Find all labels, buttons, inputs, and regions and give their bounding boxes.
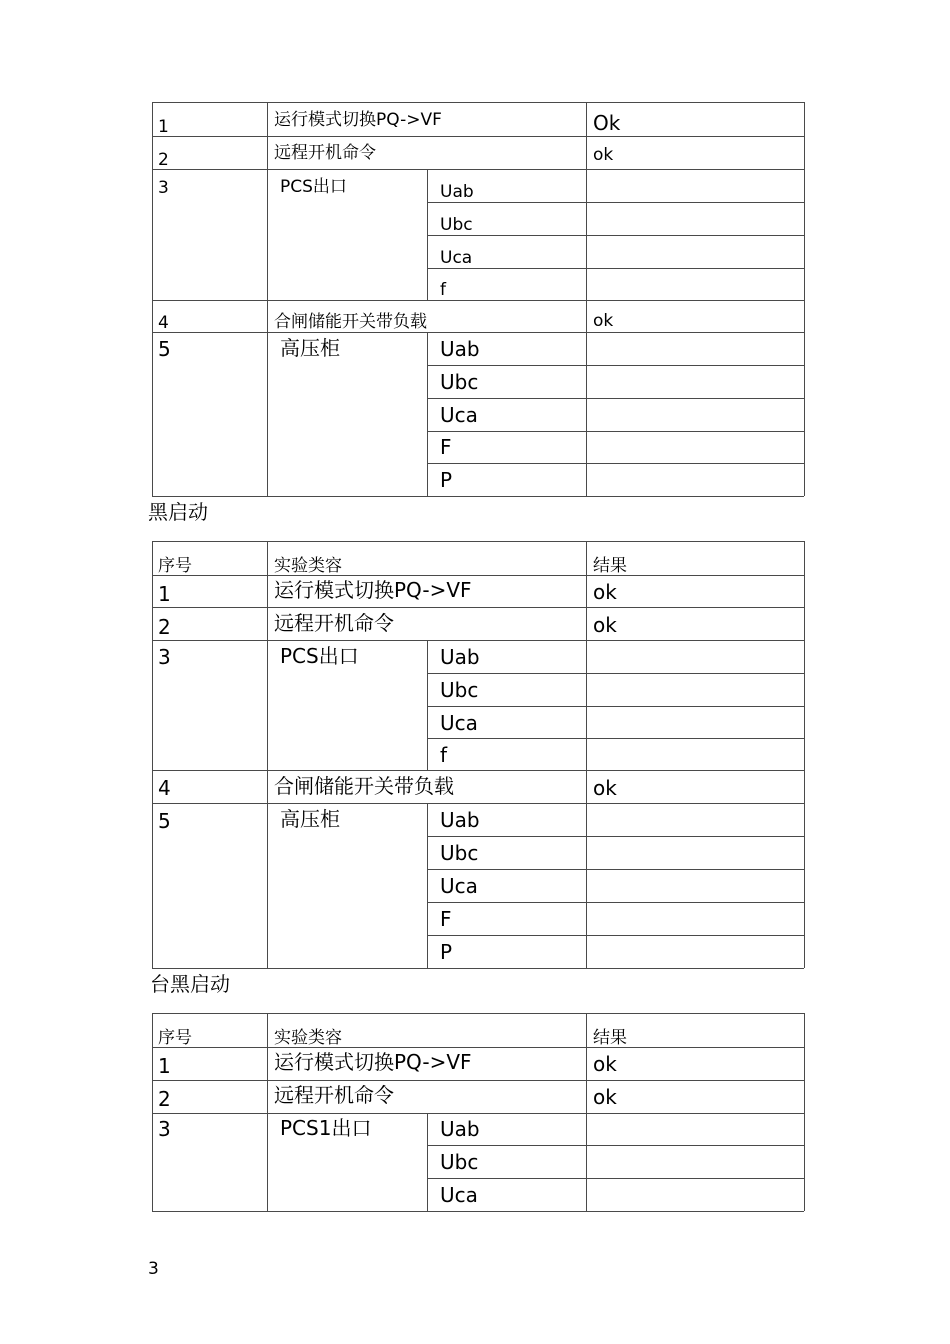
row-5-sub-2: Ubc xyxy=(440,370,479,394)
row-5-number: 5 xyxy=(158,337,171,361)
row-5-sub-4: F xyxy=(440,435,452,459)
header-item: 实验类容 xyxy=(274,556,342,576)
row-4-result: ok xyxy=(593,776,617,800)
row-3-sub-4: f xyxy=(440,743,448,767)
row-5-sub-2: Ubc xyxy=(440,841,479,865)
row-3-sub-1: Uab xyxy=(440,182,474,202)
row-3-item: PCS出口 xyxy=(280,644,359,668)
row-3-sub-3: Uca xyxy=(440,711,478,735)
header-number: 序号 xyxy=(158,556,192,576)
row-3-sub-3: Uca xyxy=(440,248,473,268)
row-5-sub-1: Uab xyxy=(440,337,480,361)
row-1-result: Ok xyxy=(593,111,621,135)
row-3-sub-2: Ubc xyxy=(440,678,479,702)
row-5-number: 5 xyxy=(158,809,171,833)
row-2-number: 2 xyxy=(158,150,169,170)
row-5-sub-3: Uca xyxy=(440,403,478,427)
row-2-number: 2 xyxy=(158,615,171,639)
row-1-item: 运行模式切换PQ->VF xyxy=(274,1050,472,1074)
header-result: 结果 xyxy=(593,556,627,576)
row-3-sub-3: Uca xyxy=(440,1183,478,1207)
header-number: 序号 xyxy=(158,1028,192,1048)
row-2-item: 远程开机命令 xyxy=(274,143,376,163)
row-4-result: ok xyxy=(593,311,614,331)
row-5-sub-1: Uab xyxy=(440,808,480,832)
row-5-sub-5: P xyxy=(440,468,453,492)
row-2-result: ok xyxy=(593,1085,617,1109)
row-1-item: 运行模式切换PQ->VF xyxy=(274,578,472,602)
row-1-number: 1 xyxy=(158,582,171,606)
row-4-item: 合闸储能开关带负载 xyxy=(274,774,454,798)
page-number: 3 xyxy=(148,1259,159,1279)
row-5-sub-3: Uca xyxy=(440,874,478,898)
row-3-number: 3 xyxy=(158,178,169,198)
row-3-number: 3 xyxy=(158,1117,171,1141)
row-3-sub-1: Uab xyxy=(440,1117,480,1141)
row-1-item: 运行模式切换PQ->VF xyxy=(274,110,442,130)
row-2-result: ok xyxy=(593,613,617,637)
row-5-sub-5: P xyxy=(440,940,453,964)
row-3-sub-2: Ubc xyxy=(440,1150,479,1174)
row-1-number: 1 xyxy=(158,1054,171,1078)
row-2-result: ok xyxy=(593,145,614,165)
section-heading-black-start: 黑启动 xyxy=(148,500,208,524)
row-5-item: 高压柜 xyxy=(280,807,340,831)
row-5-sub-4: F xyxy=(440,907,452,931)
row-4-item: 合闸储能开关带负载 xyxy=(274,312,427,332)
section-heading-unit-black-start: 台黑启动 xyxy=(150,972,230,996)
row-3-number: 3 xyxy=(158,645,171,669)
row-1-result: ok xyxy=(593,580,617,604)
row-3-item: PCS1出口 xyxy=(280,1116,372,1140)
row-2-number: 2 xyxy=(158,1087,171,1111)
row-3-sub-2: Ubc xyxy=(440,215,473,235)
row-4-number: 4 xyxy=(158,313,169,333)
row-2-item: 远程开机命令 xyxy=(274,1083,394,1107)
row-3-sub-4: f xyxy=(440,280,446,300)
row-3-sub-1: Uab xyxy=(440,645,480,669)
header-result: 结果 xyxy=(593,1028,627,1048)
row-1-number: 1 xyxy=(158,117,169,137)
row-3-item: PCS出口 xyxy=(280,177,347,197)
row-1-result: ok xyxy=(593,1052,617,1076)
row-5-item: 高压柜 xyxy=(280,336,340,360)
header-item: 实验类容 xyxy=(274,1028,342,1048)
row-2-item: 远程开机命令 xyxy=(274,611,394,635)
row-4-number: 4 xyxy=(158,776,171,800)
